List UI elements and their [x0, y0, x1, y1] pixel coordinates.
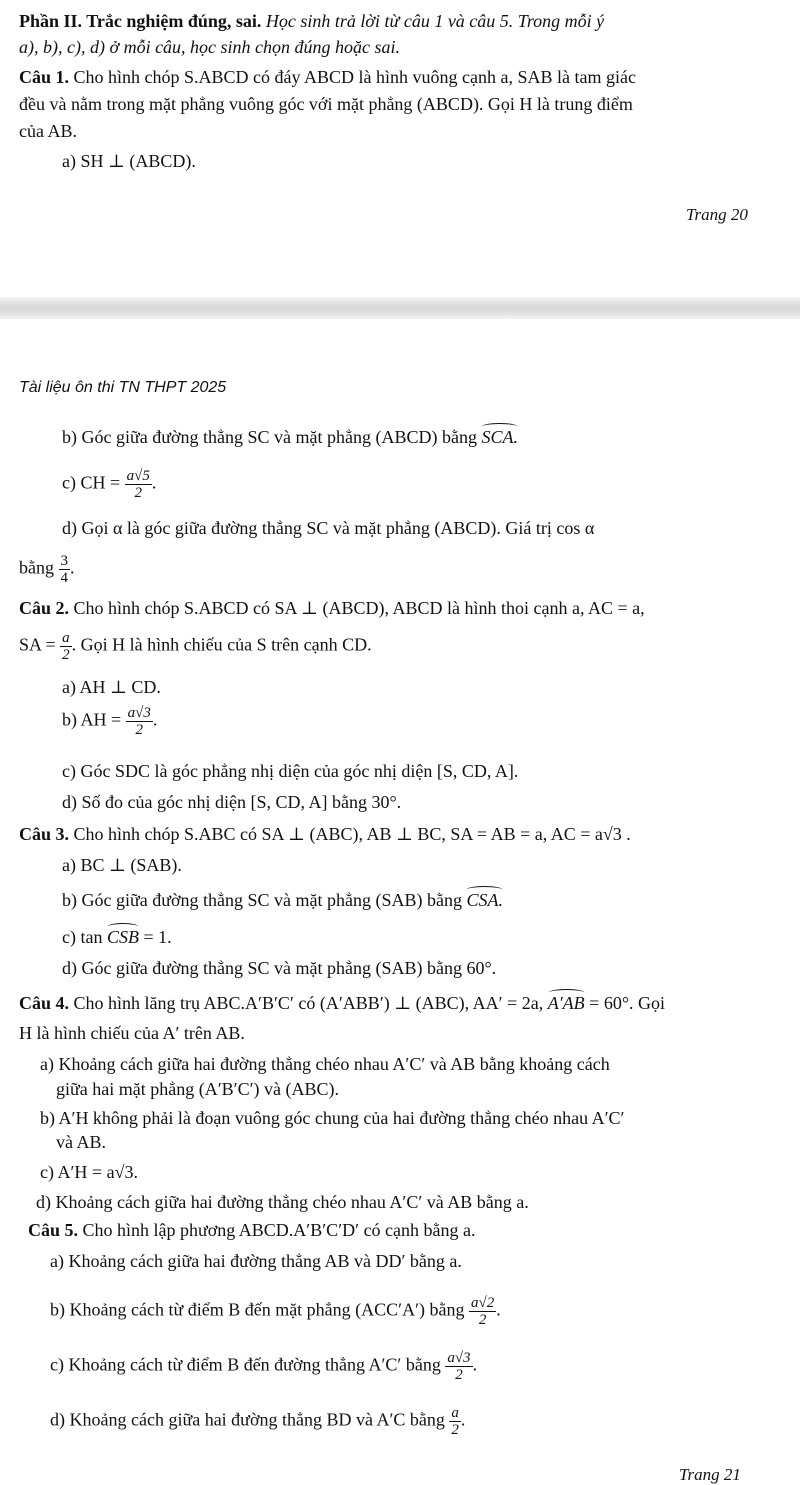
- question-3-option-c: [62, 926, 172, 948]
- document-header: Tài liệu ôn thi TN THPT 2025: [19, 379, 227, 396]
- fraction-denominator: 2: [126, 721, 153, 738]
- angle-sca: SCA.: [481, 427, 518, 447]
- question-1-option-c-text: c) CH =: [62, 472, 121, 493]
- question-1-label: Câu 1.: [19, 67, 70, 87]
- fraction-numerator: a√5: [126, 468, 150, 484]
- question-5: [28, 1219, 476, 1241]
- question-3-option-d: d) Góc giữa đường thẳng SC và mặt phẳng (SAB) bằng 60°.: [62, 958, 497, 978]
- fraction: [445, 1350, 472, 1383]
- question-3-option-b: [62, 889, 503, 911]
- question-4-option-c: c) A′H = a√3.: [40, 1162, 138, 1182]
- question-2-option-b: b) AH = $\frac{a√3}{2}$ .: [62, 705, 158, 738]
- fraction-numerator: a: [451, 1405, 459, 1421]
- question-1-text-1: Cho hình chóp S.ABCD có đáy ABCD là hình vuông cạnh a, SAB là tam giác: [73, 67, 636, 87]
- question-1: [19, 66, 636, 88]
- question-2-text-1: Cho hình chóp S.ABCD có SA ⊥ (ABCD), ABCD là hình thoi cạnh a, AC = a,: [73, 598, 645, 618]
- part-instruction-2: a), b), c), d) ở mỗi câu, học sinh chọn đúng hoặc sai.: [19, 37, 401, 57]
- part-heading: [19, 10, 604, 32]
- page-separator: [0, 297, 800, 319]
- question-3-option-c-value: = 1.: [143, 927, 172, 947]
- page-number: Trang 21: [679, 1465, 741, 1484]
- question-2-label: Câu 2.: [19, 598, 70, 618]
- question-2-text-2-post: . Gọi H là hình chiếu của S trên cạnh CD.: [71, 634, 372, 655]
- question-2-option-d: d) Số đo của góc nhị diện [S, CD, A] bằng 30°.: [62, 792, 402, 812]
- question-3-option-c-text: c) tan: [62, 927, 103, 947]
- fraction-denominator: 2: [469, 1311, 496, 1328]
- fraction: [126, 705, 153, 738]
- fraction-numerator: a√3: [127, 705, 151, 721]
- fraction-numerator: 3: [60, 553, 68, 569]
- fraction: [59, 553, 71, 586]
- question-4-label: Câu 4.: [19, 993, 70, 1013]
- question-2: [19, 597, 645, 619]
- question-4-option-a: a) Khoảng cách giữa hai đường thẳng chéo nhau A′C′ và AB bằng khoảng cách: [40, 1054, 610, 1074]
- question-5-option-b: b) Khoảng cách từ điểm B đến mặt phẳng (ACC′A′) bằng $\frac{a√2}{2}$ .: [50, 1295, 501, 1328]
- part-instruction: Học sinh trả lời từ câu 1 và câu 5. Trong mỗi ý: [265, 11, 605, 31]
- question-4-option-d: d) Khoảng cách giữa hai đường thẳng chéo nhau A′C′ và AB bằng a.: [36, 1192, 529, 1212]
- fraction: [125, 468, 152, 501]
- angle-csa: CSA.: [466, 890, 503, 910]
- question-4-text-1-post: = 60°. Gọi: [589, 993, 666, 1013]
- question-2-text-2: [19, 630, 372, 663]
- question-5-text-1: Cho hình lập phương ABCD.A′B′C′D′ có cạnh bằng a.: [82, 1220, 476, 1240]
- fraction: [60, 630, 72, 663]
- question-4-option-b-2: và AB.: [56, 1132, 107, 1152]
- fraction-denominator: 2: [445, 1366, 472, 1383]
- question-2-option-c: c) Góc SDC là góc phẳng nhị diện của góc nhị diện [S, CD, A].: [62, 761, 519, 781]
- question-1-option-a: a) SH ⊥ (ABCD).: [62, 151, 196, 171]
- question-2-option-b-text: b) AH =: [62, 709, 122, 730]
- sa-label: SA =: [19, 634, 56, 655]
- question-5-option-d: d) Khoảng cách giữa hai đường thẳng BD và A′C bằng $\frac{a}{2}$ .: [50, 1405, 466, 1438]
- question-3: [19, 823, 631, 845]
- question-5-option-c-text: c) Khoảng cách từ điểm B đến đường thẳng A′C′ bằng: [50, 1354, 441, 1375]
- question-1-text-2: đều và nằm trong mặt phẳng vuông góc với mặt phẳng (ABCD). Gọi H là trung điểm: [19, 94, 633, 114]
- part-title: Phần II. Trắc nghiệm đúng, sai.: [19, 11, 262, 31]
- question-4-option-a-2: giữa hai mặt phẳng (A′B′C′) và (ABC).: [56, 1079, 340, 1099]
- fraction-denominator: 2: [62, 647, 70, 663]
- question-3-label: Câu 3.: [19, 824, 70, 844]
- question-4: [19, 992, 665, 1014]
- question-5-option-a: a) Khoảng cách giữa hai đường thẳng AB và DD′ bằng a.: [50, 1251, 462, 1271]
- fraction-numerator: a: [62, 630, 70, 646]
- question-5-option-c: c) Khoảng cách từ điểm B đến đường thẳng A′C′ bằng $\frac{a√3}{2}$ .: [50, 1350, 478, 1383]
- question-3-option-b-text: b) Góc giữa đường thẳng SC và mặt phẳng (SAB) bằng: [62, 890, 462, 910]
- fraction-denominator: 2: [451, 1422, 459, 1438]
- question-1-option-d: d) Gọi α là góc giữa đường thẳng SC và mặt phẳng (ABCD). Giá trị cos α: [62, 518, 595, 538]
- angle-a-prime-ab: A′AB: [547, 993, 585, 1013]
- fraction-denominator: 2: [125, 484, 152, 501]
- fraction: [449, 1405, 461, 1438]
- fraction: [469, 1295, 496, 1328]
- fraction-numerator: a√3: [447, 1350, 471, 1366]
- question-3-option-a: a) BC ⊥ (SAB).: [62, 855, 182, 875]
- question-1-option-b: [62, 426, 518, 448]
- fraction-numerator: a√2: [471, 1295, 495, 1311]
- angle-csb: CSB: [106, 927, 139, 947]
- question-4-option-b: b) A′H không phải là đoạn vuông góc chung của hai đường thẳng chéo nhau A′C′: [40, 1108, 625, 1128]
- question-1-option-d-text: bằng: [19, 557, 54, 578]
- fraction-denominator: 4: [60, 570, 68, 586]
- question-2-option-a: a) AH ⊥ CD.: [62, 677, 161, 697]
- question-5-option-b-text: b) Khoảng cách từ điểm B đến mặt phẳng (ACC′A′) bằng: [50, 1299, 465, 1320]
- question-1-option-c: c) CH = $\frac{a√5}{2}$ .: [62, 468, 157, 501]
- question-1-option-d-2: bằng $\frac{3}{4}$ .: [19, 553, 75, 586]
- question-4-text-1: Cho hình lăng trụ ABC.A′B′C′ có (A′ABB′) ⊥ (ABC), AA′ = 2a,: [73, 993, 544, 1013]
- question-3-text-1: Cho hình chóp S.ABC có SA ⊥ (ABC), AB ⊥ BC, SA = AB = a, AC = a√3 .: [73, 824, 631, 844]
- question-5-option-d-text: d) Khoảng cách giữa hai đường thẳng BD và A′C bằng: [50, 1409, 445, 1430]
- question-5-label: Câu 5.: [28, 1220, 79, 1240]
- question-1-option-b-text: b) Góc giữa đường thẳng SC và mặt phẳng (ABCD) bằng: [62, 427, 477, 447]
- question-1-text-3: của AB.: [19, 121, 77, 141]
- page-number: Trang 20: [686, 205, 748, 224]
- question-4-text-2: H là hình chiếu của A′ trên AB.: [19, 1023, 245, 1043]
